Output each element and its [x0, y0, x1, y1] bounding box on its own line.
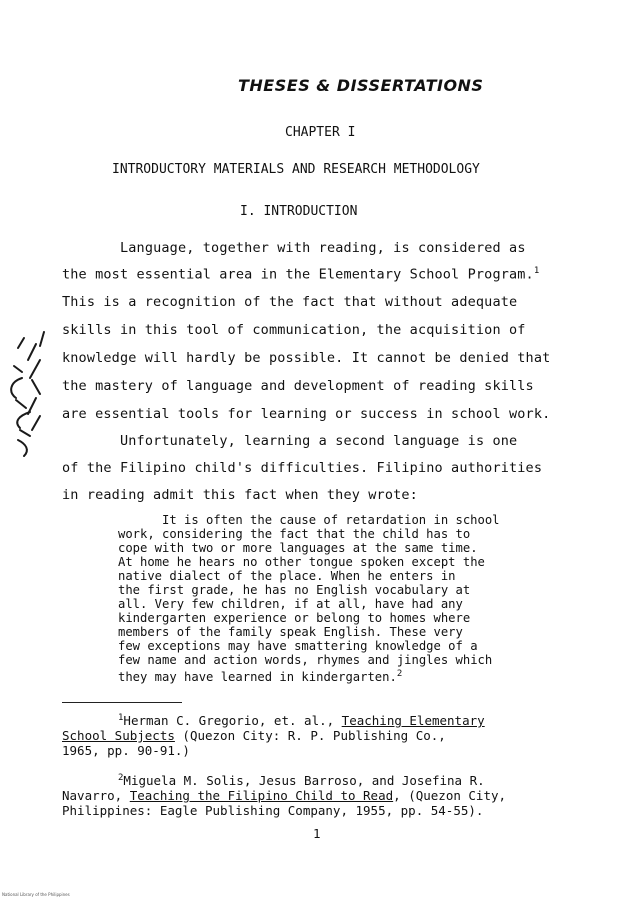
quote-line: all. Very few children, if at all, have had any [118, 597, 463, 611]
text-line: This is a recognition of the fact that without adequate [62, 294, 518, 310]
footnote-text: , (Quezon City, [393, 788, 507, 803]
footnote-ref: 2 [396, 669, 403, 679]
text-line: the mastery of language and development of reading skills [62, 378, 534, 394]
quote-line [118, 668, 402, 684]
quote-line: At home he hears no other tongue spoken except the [118, 555, 485, 569]
footnote-number: 1 [118, 713, 124, 723]
text-line: in reading admit this fact when they wrote: [62, 487, 418, 503]
text-line-content: the most essential area in the Elementary School Program. [62, 266, 534, 283]
footnote-title: School Subjects [62, 728, 175, 743]
text-line: Language, together with reading, is considered as [120, 240, 526, 256]
footnote-divider [62, 702, 182, 703]
quote-line: few exceptions may have smattering knowledge of a [118, 639, 478, 653]
quote-line: native dialect of the place. When he enters in [118, 569, 456, 583]
text-line: knowledge will hardly be possible. It cannot be denied that [62, 350, 551, 366]
chapter-title: INTRODUCTORY MATERIALS AND RESEARCH METHODOLOGY [112, 162, 480, 177]
section-heading: I. INTRODUCTION [240, 204, 358, 219]
quote-line: the first grade, he has no English vocabulary at [118, 583, 471, 597]
footnote-text: Miguela M. Solis, Jesus Barroso, and Josefina R. [123, 773, 485, 789]
footnote-line [118, 773, 485, 788]
chapter-heading: CHAPTER I [285, 125, 356, 140]
footnote-line [62, 788, 506, 803]
quote-line: few name and action words, rhymes and jingles which [118, 653, 493, 667]
footnote-line: Philippines: Eagle Publishing Company, 1955, pp. 54-55). [62, 803, 484, 818]
quote-line: cope with two or more languages at the same time. [118, 541, 478, 555]
quote-line: It is often the cause of retardation in school [162, 513, 500, 527]
page-number: 1 [313, 826, 321, 841]
footnote-number: 2 [118, 773, 124, 783]
footnote-text: Herman C. Gregorio, et. al., [123, 713, 342, 729]
footnote-text: (Quezon City: R. P. Publishing Co., [174, 728, 446, 743]
text-line: skills in this tool of communication, the acquisition of [62, 322, 526, 338]
archive-stamp: THESES & DISSERTATIONS [238, 76, 484, 95]
quote-line-content: they may have learned in kindergarten. [118, 670, 397, 685]
footnote-text: Navarro, [62, 788, 130, 803]
footnote-line [118, 713, 485, 728]
quote-line: work, considering the fact that the child has to [118, 527, 471, 541]
footnote-title: Teaching Elementary [341, 713, 485, 729]
text-line: of the Filipino child's difficulties. Filipino authorities [62, 460, 543, 476]
footnote-line: 1965, pp. 90-91.) [62, 743, 190, 758]
text-line: are essential tools for learning or success in school work. [62, 406, 551, 422]
footnote-line [62, 728, 446, 743]
text-line [62, 266, 539, 283]
text-line: Unfortunately, learning a second language is one [120, 433, 518, 449]
footnote-title: Teaching the Filipino Child to Read [129, 788, 394, 803]
quote-line: members of the family speak English. These very [118, 625, 463, 639]
library-credit: National Library of the Philippines [2, 892, 70, 897]
quote-line: kindergarten experience or belong to homes where [118, 611, 471, 625]
footnote-ref: 1 [533, 266, 540, 276]
